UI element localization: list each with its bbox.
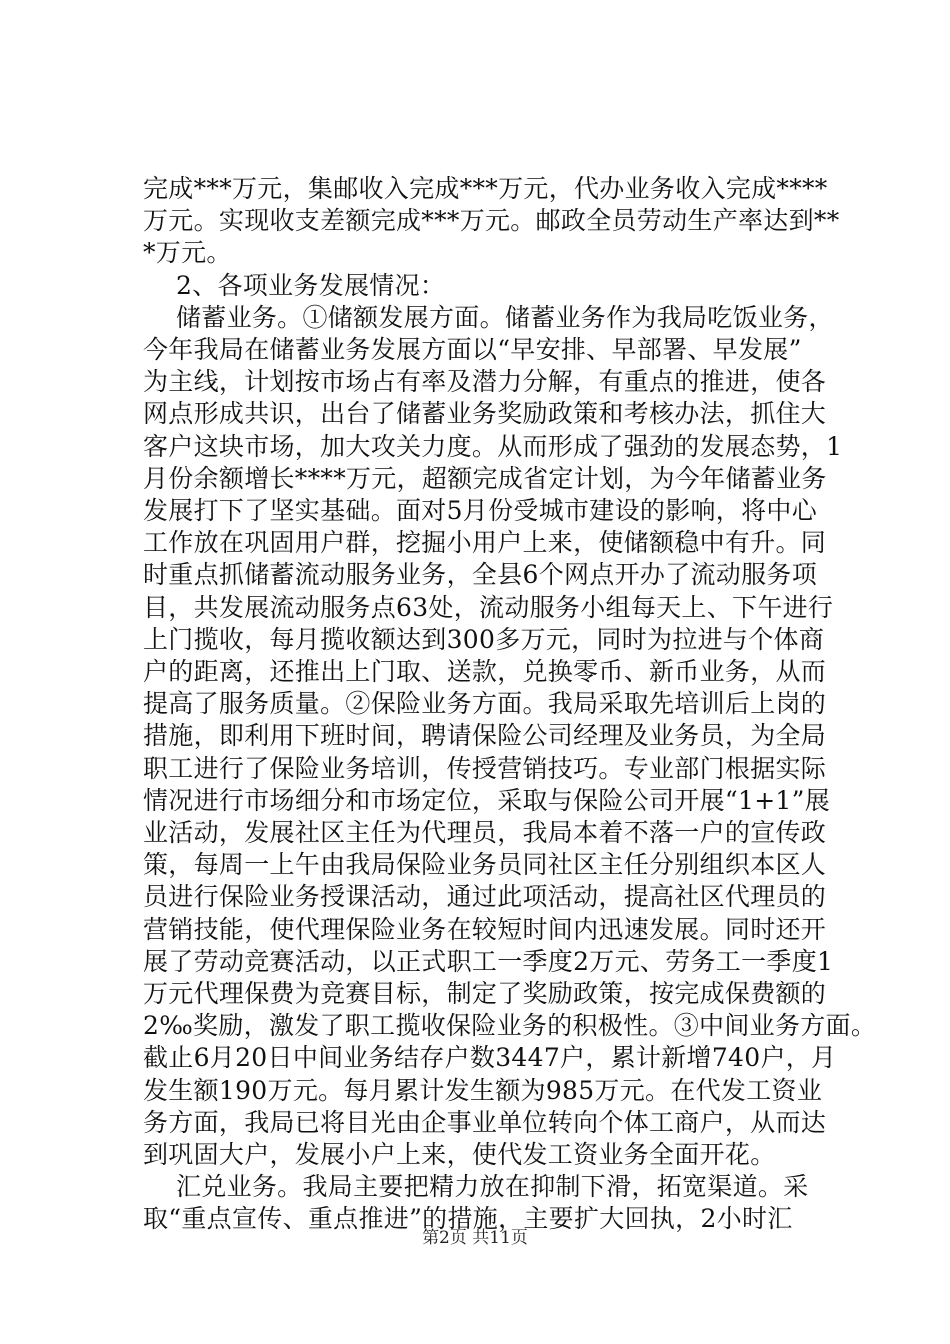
text-line: 为主线，计划按市场占有率及潜力分解，有重点的推进，使各 xyxy=(143,367,827,397)
text-line: 截止6月20日中间业务结存户数3447户，累计新增740户，月 xyxy=(143,1043,837,1073)
text-line: 业活动，发展社区主任为代理员，我局本着不落一户的宣传政 xyxy=(143,818,827,847)
text-line: 展了劳动竞赛活动，以正式职工一季度2万元、劳务工一季度1 xyxy=(143,946,834,976)
text-line: 工作放在巩固用户群，挖掘小用户上来，使储额稳中有升。同 xyxy=(143,528,827,558)
text-line: 情况进行市场细分和市场定位，采取与保险公司开展“1+1”展 xyxy=(143,785,831,815)
text-line: 万元。实现收支差额完成***万元。邮政全员劳动生产率达到** xyxy=(143,206,840,236)
text-line: 措施，即利用下班时间，聘请保险公司经理及业务员，为全局 xyxy=(143,721,827,751)
text-line: 户的距离，还推出上门取、送款，兑换零币、新币业务，从而 xyxy=(143,657,827,686)
text-line: 策，每周一上午由我局保险业务员同社区主任分别组织本区人 xyxy=(143,850,827,880)
text-line: 网点形成共识，出台了储蓄业务奖励政策和考核办法，抓住大 xyxy=(143,399,827,429)
text-line: 完成***万元，集邮收入完成***万元，代办业务收入完成**** xyxy=(143,174,828,203)
text-line: 员进行保险业务授课活动，通过此项活动，提高社区代理员的 xyxy=(143,882,827,912)
text-line: 上门揽收，每月揽收额达到300多万元，同时为拉进与个体商 xyxy=(143,624,825,654)
text-line: 提高了服务质量。②保险业务方面。我局采取先培训后上岗的 xyxy=(143,689,827,719)
text-line: 营销技能，使代理保险业务在较短时间内迅速发展。同时还开 xyxy=(143,914,827,944)
text-line: 目，共发展流动服务点63处，流动服务小组每天上、下午进行 xyxy=(143,592,834,622)
text-line: 汇兑业务。我局主要把精力放在抑制下滑，拓宽渠道。采 xyxy=(143,1172,809,1202)
text-line: 发展打下了坚实基础。面对5月份受城市建设的影响，将中心 xyxy=(143,496,818,525)
text-line: 取“重点宣传、重点推进”的措施，主要扩大回执，2小时汇 xyxy=(143,1204,793,1234)
text-line: 到巩固大户，发展小户上来，使代发工资业务全面开花。 xyxy=(143,1140,776,1169)
text-line: 务方面，我局已将目光由企事业单位转向个体工商户，从而达 xyxy=(143,1107,827,1137)
text-line: 2‰奖励，激发了职工揽收保险业务的积极性。③中间业务方面。 xyxy=(143,1011,877,1041)
text-line: 时重点抓储蓄流动服务业务，全县6个网点开办了流动服务项 xyxy=(143,560,818,590)
text-line: 职工进行了保险业务培训，传授营销技巧。专业部门根据实际 xyxy=(143,753,827,783)
text-line: 客户这块市场，加大攻关力度。从而形成了强劲的发展态势，1 xyxy=(143,431,843,461)
text-line: 今年我局在储蓄业务发展方面以“早安排、早部署、早发展” xyxy=(143,335,802,364)
text-line: 万元代理保费为竞赛目标，制定了奖励政策，按完成保费额的 xyxy=(143,979,827,1008)
text-line: 发生额190万元。每月累计发生额为985万元。在代发工资业 xyxy=(143,1075,823,1105)
text-line: 储蓄业务。①储额发展方面。储蓄业务作为我局吃饭业务， xyxy=(143,302,834,332)
text-line: *万元。 xyxy=(143,238,232,268)
page-footer: 第2页 共11页 xyxy=(422,1228,528,1248)
text-line: 月份余额增长****万元，超额完成省定计划，为今年储蓄业务 xyxy=(143,463,827,493)
section-heading: 2、各项业务发展情况： xyxy=(143,270,446,300)
